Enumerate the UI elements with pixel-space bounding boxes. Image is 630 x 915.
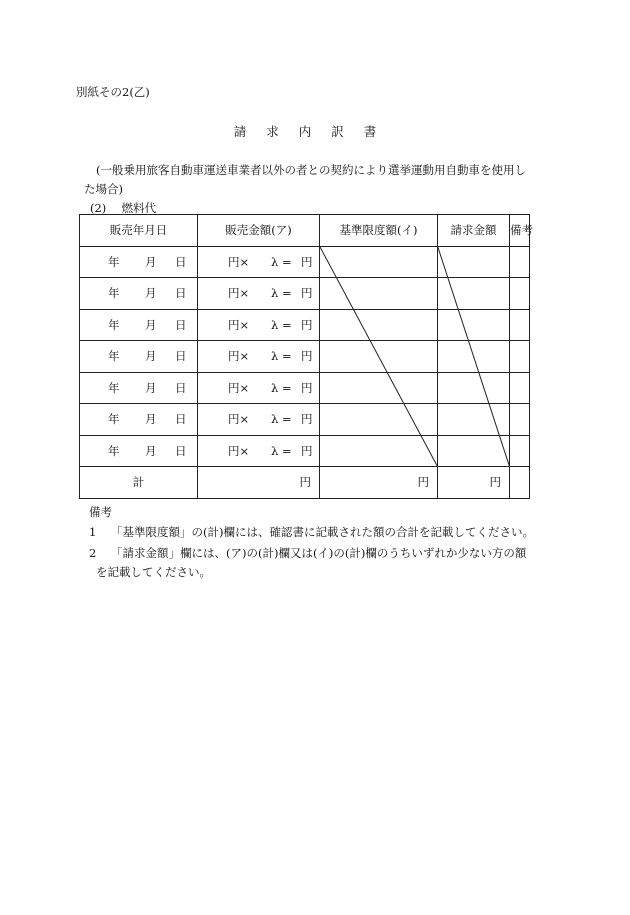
- yen-times-unit: 円×: [228, 412, 250, 427]
- year-unit: 年: [108, 317, 120, 332]
- day-unit: 日: [175, 349, 187, 364]
- lambda-equals: λ =: [271, 380, 292, 395]
- table-row: [80, 341, 530, 373]
- table-row: [80, 309, 530, 341]
- notes-heading: 備考: [89, 505, 112, 519]
- header-limit-amount: 基準限度額(イ): [320, 215, 438, 247]
- total-sale-amount: 円: [198, 467, 320, 499]
- fuel-cost-table: [79, 214, 533, 499]
- day-unit: 日: [175, 286, 187, 301]
- month-unit: 月: [145, 254, 157, 269]
- yen-unit: 円: [301, 380, 313, 395]
- year-unit: 年: [108, 349, 120, 364]
- sale-date-cell[interactable]: [80, 246, 198, 278]
- yen-unit: 円: [301, 254, 313, 269]
- sale-date-cell[interactable]: [80, 278, 198, 310]
- total-label: 計: [80, 467, 198, 499]
- lambda-equals: λ =: [271, 412, 292, 427]
- claim-amount-cell: [438, 341, 510, 373]
- day-unit: 日: [175, 317, 187, 332]
- lambda-equals: λ =: [271, 349, 292, 364]
- note-text: 「基準限度額」の(計)欄には、確認書に記載された額の合計を記載してください。: [111, 525, 534, 539]
- section-number: (2): [90, 201, 107, 215]
- sale-amount-cell[interactable]: [198, 309, 320, 341]
- sale-date-cell[interactable]: [80, 341, 198, 373]
- header-sale-amount: 販売金額(ア): [198, 215, 320, 247]
- claim-amount-cell: [438, 246, 510, 278]
- yen-unit: 円: [301, 286, 313, 301]
- yen-unit: 円: [301, 349, 313, 364]
- claim-amount-cell: [438, 435, 510, 467]
- limit-amount-cell: [320, 372, 438, 404]
- section-name: 燃料代: [121, 201, 157, 215]
- total-row: [80, 467, 530, 499]
- remarks-cell[interactable]: [510, 435, 530, 467]
- table-row: [80, 404, 530, 436]
- lambda-equals: λ =: [271, 254, 292, 269]
- limit-amount-cell: [320, 404, 438, 436]
- day-unit: 日: [175, 254, 187, 269]
- remarks-cell[interactable]: [510, 341, 530, 373]
- day-unit: 日: [175, 412, 187, 427]
- lambda-equals: λ =: [271, 317, 292, 332]
- table-header-row: [80, 215, 530, 247]
- sale-amount-cell[interactable]: [198, 246, 320, 278]
- day-unit: 日: [175, 380, 187, 395]
- sale-amount-cell[interactable]: [198, 278, 320, 310]
- total-limit-amount: 円: [320, 467, 438, 499]
- claim-amount-cell: [438, 278, 510, 310]
- limit-amount-cell: [320, 278, 438, 310]
- header-sale-date: 販売年月日: [80, 215, 198, 247]
- yen-times-unit: 円×: [228, 380, 250, 395]
- month-unit: 月: [145, 380, 157, 395]
- yen-unit: 円: [301, 443, 313, 458]
- claim-amount-cell: [438, 404, 510, 436]
- total-remarks: [510, 467, 530, 499]
- yen-unit: 円: [301, 412, 313, 427]
- month-unit: 月: [145, 349, 157, 364]
- attachment-label: 別紙その2(乙): [76, 85, 150, 99]
- note-item-2-continued: を記載してください。: [96, 565, 211, 579]
- remarks-cell[interactable]: [510, 309, 530, 341]
- subtitle-line-1: (一般乗用旅客自動車運送車業者以外の者との契約により選挙運動用自動車を使用し: [96, 163, 526, 177]
- header-claim-amount: 請求金額: [438, 215, 510, 247]
- sale-amount-cell[interactable]: [198, 435, 320, 467]
- remarks-cell[interactable]: [510, 246, 530, 278]
- claim-amount-cell: [438, 372, 510, 404]
- year-unit: 年: [108, 380, 120, 395]
- yen-unit: 円: [301, 317, 313, 332]
- limit-amount-cell: [320, 341, 438, 373]
- limit-amount-cell: [320, 435, 438, 467]
- note-item-1: [89, 524, 534, 540]
- note-text: 「請求金額」欄には、(ア)の(計)欄又は(イ)の(計)欄のうちいずれか少ない方の額: [111, 546, 527, 560]
- month-unit: 月: [145, 286, 157, 301]
- table-row: [80, 278, 530, 310]
- sale-date-cell[interactable]: [80, 404, 198, 436]
- year-unit: 年: [108, 286, 120, 301]
- note-item-2: [89, 545, 526, 561]
- table-row: [80, 246, 530, 278]
- remarks-cell[interactable]: [510, 278, 530, 310]
- yen-times-unit: 円×: [228, 443, 250, 458]
- month-unit: 月: [145, 412, 157, 427]
- total-claim-amount: 円: [438, 467, 510, 499]
- month-unit: 月: [145, 443, 157, 458]
- lambda-equals: λ =: [271, 443, 292, 458]
- table-row: [80, 372, 530, 404]
- sale-date-cell[interactable]: [80, 372, 198, 404]
- document-title: 請求内訳書: [233, 124, 397, 139]
- claim-amount-cell: [438, 309, 510, 341]
- yen-times-unit: 円×: [228, 317, 250, 332]
- remarks-cell[interactable]: [510, 372, 530, 404]
- year-unit: 年: [108, 254, 120, 269]
- table-row: [80, 435, 530, 467]
- yen-times-unit: 円×: [228, 349, 250, 364]
- sale-amount-cell[interactable]: [198, 372, 320, 404]
- header-remarks: 備考: [510, 215, 530, 247]
- year-unit: 年: [108, 412, 120, 427]
- note-number: 1: [89, 525, 97, 539]
- year-unit: 年: [108, 443, 120, 458]
- yen-times-unit: 円×: [228, 254, 250, 269]
- day-unit: 日: [175, 443, 187, 458]
- sale-amount-cell[interactable]: [198, 341, 320, 373]
- limit-amount-cell: [320, 309, 438, 341]
- lambda-equals: λ =: [271, 286, 292, 301]
- month-unit: 月: [145, 317, 157, 332]
- yen-times-unit: 円×: [228, 286, 250, 301]
- remarks-cell[interactable]: [510, 404, 530, 436]
- note-number: 2: [89, 546, 97, 560]
- sale-date-cell[interactable]: [80, 309, 198, 341]
- limit-amount-cell: [320, 246, 438, 278]
- subtitle-line-2: た場合): [84, 182, 123, 196]
- sale-amount-cell[interactable]: [198, 404, 320, 436]
- sale-date-cell[interactable]: [80, 435, 198, 467]
